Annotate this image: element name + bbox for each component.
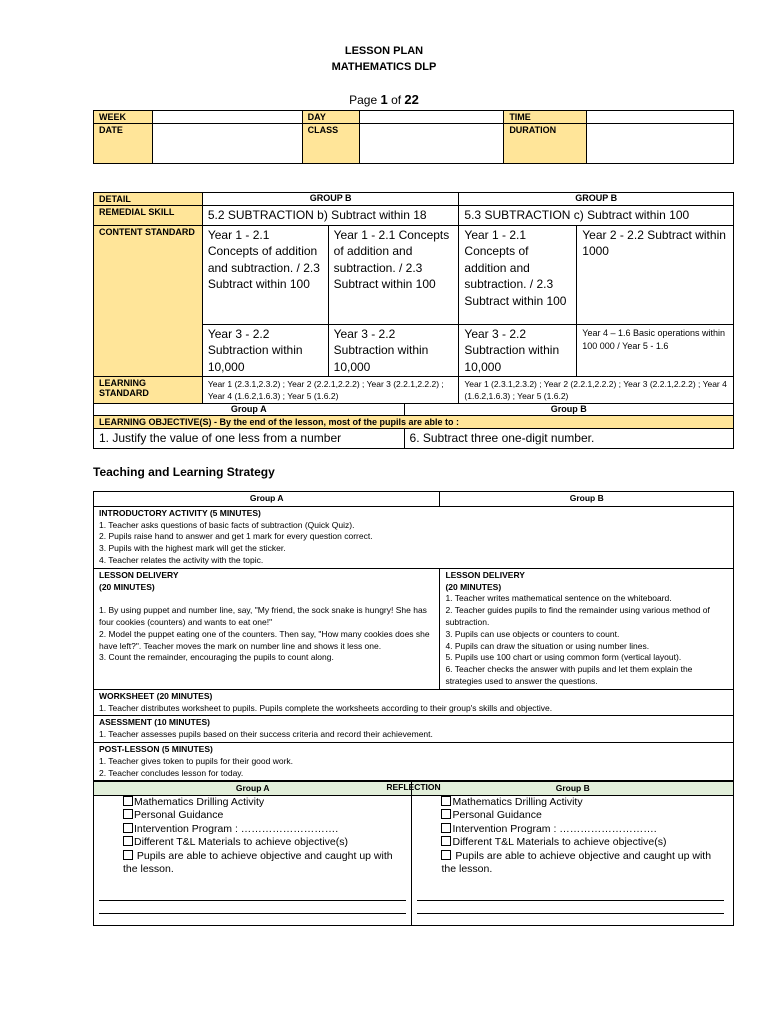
delivery-b-line: 5. Pupils use 100 chart or using common form (vertical layout).	[445, 652, 682, 663]
post-lesson-line: 1. Teacher gives token to pupils for their good work.	[99, 755, 294, 766]
learning-objective-label: LEARNING OBJECTIVE(S) - By the end of the lesson, most of the pupils are able to :	[94, 416, 734, 429]
checkbox[interactable]	[123, 796, 133, 806]
reflection-item-intervention: Intervention Program : ……………………….	[134, 822, 339, 835]
group-b-header: Group B	[404, 404, 733, 416]
reflection-group-a-header: Group A	[94, 782, 412, 796]
reflection-group-a	[94, 796, 412, 926]
intro-line: 2. Pupils raise hand to answer and get 1 mark for every question correct.	[99, 531, 373, 542]
checkbox[interactable]	[123, 836, 133, 846]
checkbox[interactable]	[123, 850, 133, 860]
content-standard-b2: Year 2 - 2.2 Subtract within 1000	[577, 225, 734, 324]
reflection-table	[93, 781, 734, 926]
content-standard-c1: Year 3 - 2.2 Subtraction within 10,000	[202, 324, 328, 377]
strategy-group-b-header: Group B	[440, 492, 734, 507]
reflection-group-b-header: Group B	[412, 782, 734, 796]
delivery-b-time: (20 MINUTES)	[445, 581, 502, 592]
checkbox[interactable]	[441, 809, 451, 819]
lesson-delivery-b	[440, 568, 734, 689]
duration-label: DURATION	[504, 124, 587, 164]
lesson-delivery-a	[94, 568, 440, 689]
reflection-item-materials: Different T&L Materials to achieve objective(s)	[452, 836, 667, 849]
delivery-a-line: 2. Model the puppet eating one of the counters. Then say, "How many cookies does she have left?". Teacher moves the mark on number line and shows it less one.	[99, 628, 430, 651]
intro-line: 4. Teacher relates the activity with the topic.	[99, 554, 264, 565]
checkbox[interactable]	[123, 823, 133, 833]
worksheet-title: WORKSHEET (20 MINUTES)	[99, 690, 213, 701]
checkbox[interactable]	[441, 850, 451, 860]
duration-value[interactable]	[587, 124, 734, 164]
content-standard-c2: Year 3 - 2.2 Subtraction within 10,000	[328, 324, 459, 377]
reflection-writing-line[interactable]	[99, 913, 406, 914]
document-title	[0, 43, 768, 75]
content-standard-a1: Year 1 - 2.1 Concepts of addition and subtraction. / 2.3 Subtract within 100	[202, 225, 328, 324]
week-value[interactable]	[152, 111, 302, 124]
reflection-group-b	[412, 796, 734, 926]
learning-objective-a: 1. Justify the value of one less from a number	[94, 429, 405, 449]
reflection-item-achieved: Pupils are able to achieve objective and caught up with the lesson.	[441, 849, 712, 876]
title-lesson-plan: LESSON PLAN	[344, 45, 424, 57]
strategy-table	[93, 491, 734, 796]
assessment-text: 1. Teacher assesses pupils based on their success criteria and record their achievement.	[99, 729, 433, 740]
checkbox[interactable]	[441, 836, 451, 846]
date-value[interactable]	[152, 124, 302, 164]
introductory-activity	[94, 506, 734, 568]
detail-label: DETAIL	[94, 193, 203, 206]
title-subject: MATHEMATICS DLP	[331, 61, 437, 73]
delivery-a-title: LESSON DELIVERY	[99, 569, 179, 580]
reflection-item-drilling: Mathematics Drilling Activity	[452, 796, 583, 808]
content-standard-d2: Year 4 – 1.6 Basic operations within 100 000 / Year 5 - 1.6	[577, 324, 734, 377]
page-indicator: Page 1 of 22	[349, 92, 419, 107]
group-a-header: Group A	[94, 404, 405, 416]
reflection-item-drilling: Mathematics Drilling Activity	[134, 796, 265, 808]
checkbox[interactable]	[441, 796, 451, 806]
worksheet-text: 1. Teacher distributes worksheet to pupils. Pupils complete the worksheets according to their group's skills and objective.	[99, 702, 553, 713]
delivery-a-time: (20 MINUTES)	[99, 581, 155, 592]
week-label: WEEK	[94, 111, 153, 124]
intro-line: 1. Teacher asks questions of basic facts of subtraction (Quick Quiz).	[99, 519, 355, 530]
reflection-item-achieved: Pupils are able to achieve objective and caught up with the lesson.	[123, 849, 393, 876]
delivery-b-line: 1. Teacher writes mathematical sentence on the whiteboard.	[445, 593, 672, 604]
date-label: DATE	[94, 124, 153, 164]
reflection-item-guidance: Personal Guidance	[452, 809, 542, 822]
delivery-b-line: 2. Teacher guides pupils to find the remainder using various method of subtraction.	[445, 605, 710, 627]
class-value[interactable]	[359, 124, 504, 164]
group-b-header-1: GROUP B	[202, 193, 459, 206]
group-b-header-2: GROUP B	[459, 193, 734, 206]
post-lesson-section	[94, 742, 734, 780]
remedial-skill-label: REMEDIAL SKILL	[94, 206, 203, 226]
strategy-heading: Teaching and Learning Strategy	[93, 465, 275, 479]
intro-line: 3. Pupils with the highest mark will get the sticker.	[99, 543, 286, 554]
detail-table	[93, 192, 734, 449]
checkbox[interactable]	[441, 823, 451, 833]
time-value[interactable]	[587, 111, 734, 124]
intro-title: INTRODUCTORY ACTIVITY (5 MINUTES)	[99, 507, 261, 518]
class-label: CLASS	[302, 124, 359, 164]
remedial-skill-2: 5.3 SUBTRACTION c) Subtract within 100	[459, 206, 734, 226]
reflection-writing-line[interactable]	[417, 913, 724, 914]
strategy-group-a-header: Group A	[94, 492, 440, 507]
learning-objective-b: 6. Subtract three one-digit number.	[404, 429, 733, 449]
reflection-item-guidance: Personal Guidance	[134, 809, 224, 822]
content-standard-a2: Year 1 - 2.1 Concepts of addition and subtraction. / 2.3 Subtract within 100	[328, 225, 459, 324]
assessment-section	[94, 716, 734, 743]
checkbox[interactable]	[123, 809, 133, 819]
content-standard-b1: Year 1 - 2.1 Concepts of addition and subtraction. / 2.3 Subtract within 100	[459, 225, 577, 324]
reflection-item-materials: Different T&L Materials to achieve objective(s)	[134, 836, 348, 849]
delivery-b-line: 3. Pupils can use objects or counters to count.	[445, 628, 620, 639]
content-standard-label: CONTENT STANDARD	[94, 225, 203, 377]
worksheet-section	[94, 689, 734, 716]
learning-standard-2: Year 1 (2.3.1,2.3.2) ; Year 2 (2.2.1,2.2.2) ; Year 3 (2.2.1,2.2.2) ; Year 4 (1.6.2,1.6.3) ; Year 5 (1.6.2)	[459, 377, 734, 404]
reflection-header: REFLECTION	[94, 781, 734, 796]
post-lesson-title: POST-LESSON (5 MINUTES)	[99, 743, 213, 754]
delivery-a-line: 1. By using puppet and number line, say, "My friend, the sock snake is hungry! She has four cookies (counters) and wants to eat one!"	[99, 605, 427, 627]
learning-standard-label: LEARNING STANDARD	[94, 377, 203, 404]
delivery-b-title: LESSON DELIVERY	[445, 569, 525, 580]
time-label: TIME	[504, 111, 587, 124]
day-value[interactable]	[359, 111, 504, 124]
info-table	[93, 110, 734, 164]
delivery-b-line: 4. Pupils can draw the situation or using number lines.	[445, 640, 650, 651]
reflection-item-intervention: Intervention Program : ……………………….	[452, 822, 657, 835]
content-standard-d1: Year 3 - 2.2 Subtraction within 10,000	[459, 324, 577, 377]
learning-standard-1: Year 1 (2.3.1,2.3.2) ; Year 2 (2.2.1,2.2.2) ; Year 3 (2.2.1,2.2.2) ; Year 4 (1.6.2,1.6.3) ; Year 5 (1.6.2)	[202, 377, 459, 404]
delivery-a-line: 3. Count the remainder, encouraging the pupils to count along.	[99, 652, 334, 663]
day-label: DAY	[302, 111, 359, 124]
remedial-skill-1: 5.2 SUBTRACTION b) Subtract within 18	[202, 206, 459, 226]
delivery-b-line: 6. Teacher checks the answer with pupils and let them explain the strategies used to answer the questions.	[445, 664, 693, 686]
post-lesson-line: 2. Teacher concludes lesson for today.	[99, 767, 244, 778]
assessment-title: ASESSMENT (10 MINUTES)	[99, 717, 210, 728]
